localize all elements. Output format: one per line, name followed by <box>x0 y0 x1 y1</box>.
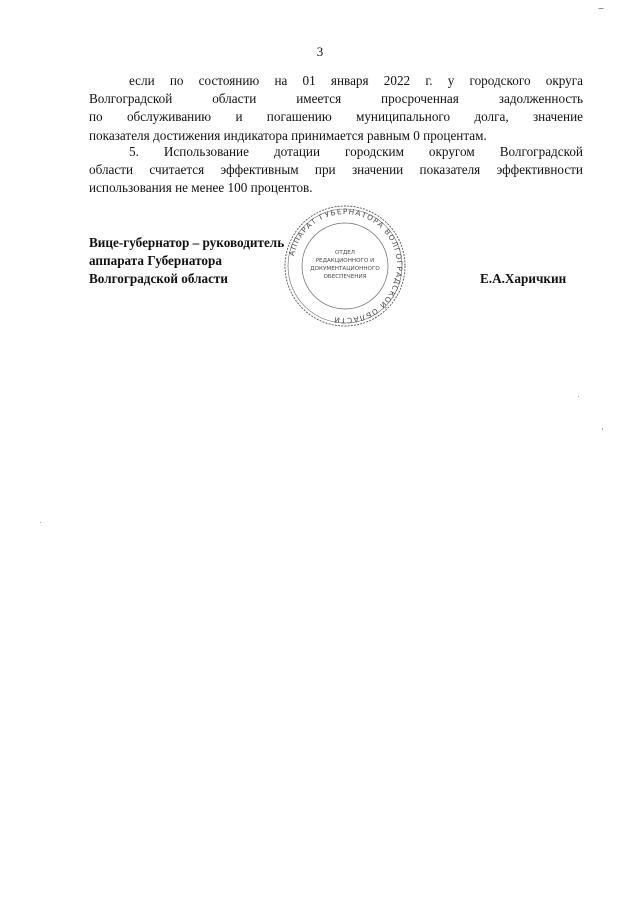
scan-speck <box>578 396 579 397</box>
seal-inner-line: ОБЕСПЕЧЕНИЯ <box>323 274 367 280</box>
paragraph-2 <box>89 143 583 198</box>
seal-inner-line: ДОКУМЕНТАЦИОННОГО <box>310 266 380 272</box>
scan-speck <box>598 8 604 9</box>
signature-position-line: Вице-губернатор – руководитель <box>89 235 285 250</box>
signature-position-line: аппарата Губернатора <box>89 253 222 268</box>
paragraph-line: Волгоградской области имеется просроченная задолженность <box>89 91 583 107</box>
paragraph-line: показателя достижения индикатора принимается равным 0 процентам. <box>89 127 487 143</box>
scan-speck <box>602 428 603 430</box>
paragraph-line: если по состоянию на 01 января 2022 г. у городского округа <box>129 73 583 88</box>
paragraph-line: использования не менее 100 процентов. <box>89 180 313 196</box>
official-seal-stamp <box>283 204 407 328</box>
paragraph-line: по обслуживанию и погашению муниципального долга, значение <box>89 109 583 125</box>
scan-speck <box>40 522 41 523</box>
paragraph-1 <box>89 72 583 145</box>
paragraph-line: области считается эффективным при значении показателя эффективности <box>89 162 583 178</box>
seal-inner-line: ОТДЕЛ <box>335 250 355 256</box>
page-number: 3 <box>316 44 324 59</box>
signature-position <box>89 234 284 288</box>
signature-position-line: Волгоградской области <box>89 271 229 286</box>
seal-inner-line: РЕДАКЦИОННОГО И <box>315 258 375 264</box>
paragraph-line: 5. Использование дотации городским округом Волгоградской <box>129 144 583 159</box>
seal-outer-text: АППАРАТ ГУБЕРНАТОРА ВОЛГОГРАДСКОЙ ОБЛАСТИ <box>287 206 405 326</box>
signer-name: Е.А.Харичкин <box>480 271 567 286</box>
